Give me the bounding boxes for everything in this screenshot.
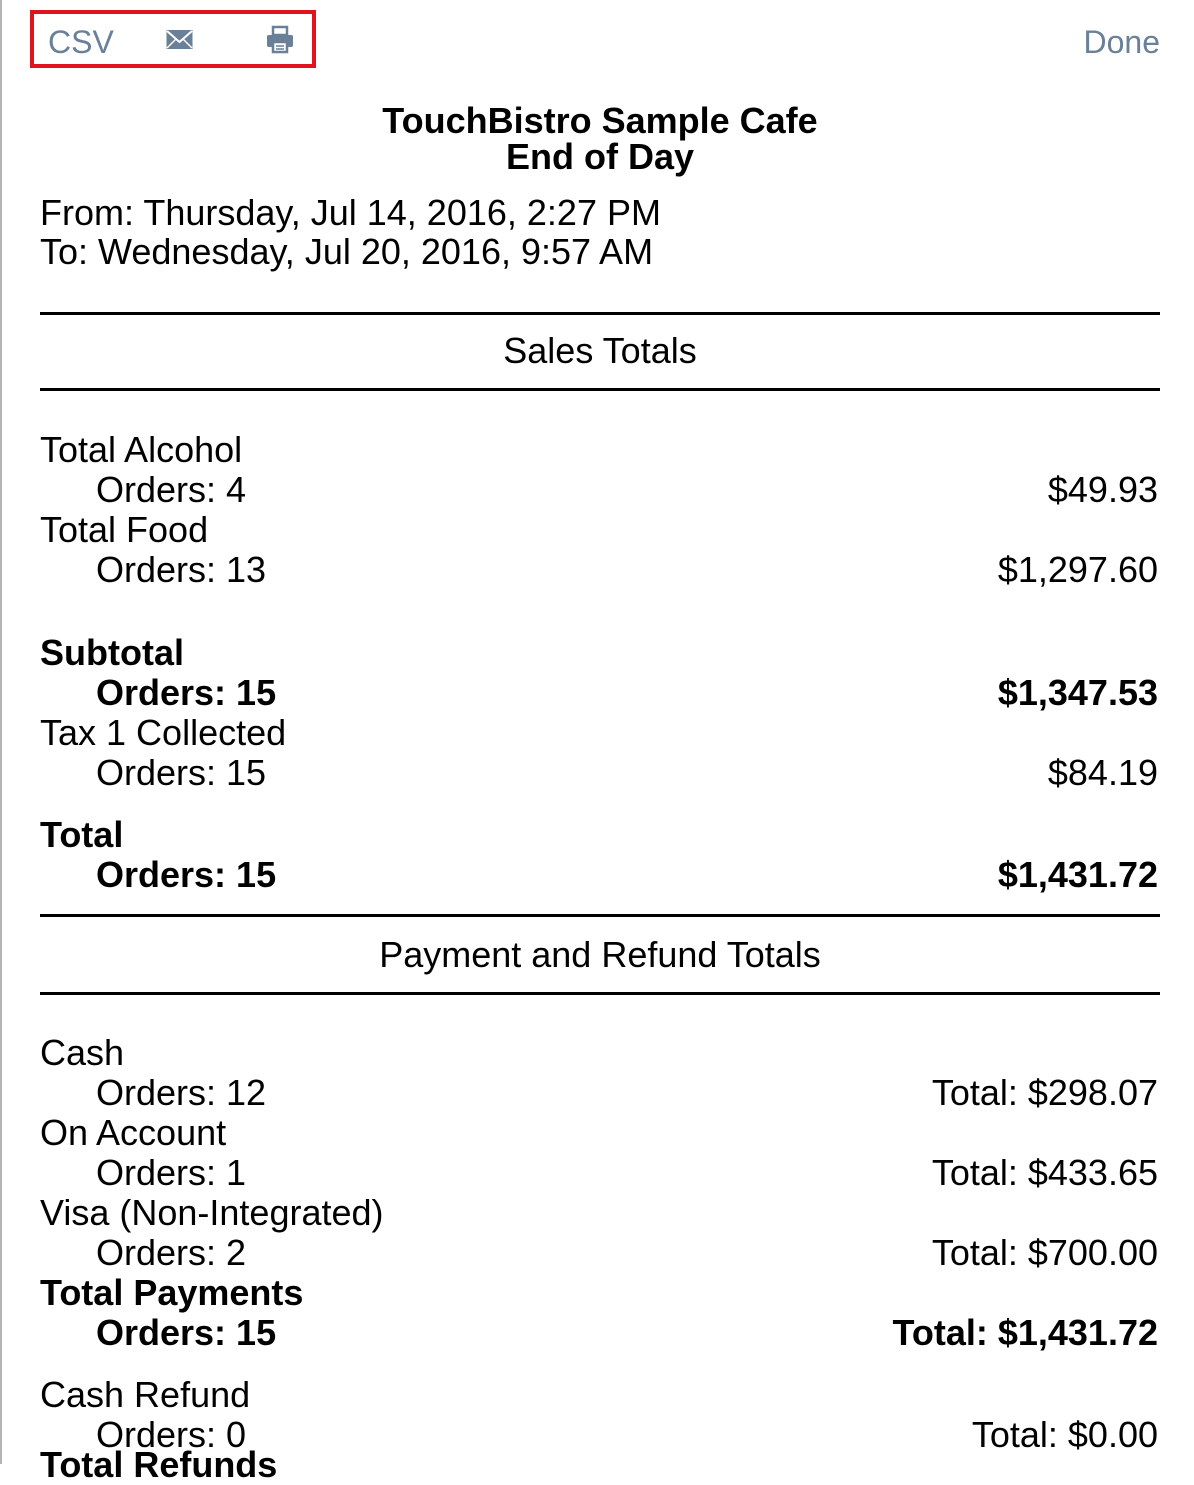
sales-alcohol-row (40, 470, 1158, 510)
divider (40, 914, 1160, 917)
sales-total-row (40, 855, 1158, 895)
line-item-amount: Total: $1,431.72 (892, 1312, 1158, 1353)
line-item-orders: Orders: 0 (96, 1414, 247, 1455)
line-item-amount: Total: $298.07 (931, 1072, 1158, 1113)
payment-cash-row (40, 1073, 1158, 1113)
line-item-orders: Orders: 15 (96, 672, 277, 713)
payment-cash-label-row (40, 1033, 1158, 1073)
csv-export-button[interactable]: CSV (48, 24, 114, 60)
sales-subtotal-label-row (40, 633, 1158, 673)
line-item-label: Total Food (40, 509, 209, 550)
line-item-orders: Orders: 15 (96, 752, 267, 793)
line-item-label: Cash (40, 1032, 125, 1073)
report-title: TouchBistro Sample Cafe (382, 100, 818, 141)
line-item-amount: $84.19 (1047, 752, 1158, 793)
payment-visa-label-row (40, 1193, 1158, 1233)
payment-on-account-label-row (40, 1113, 1158, 1153)
line-item-label: Cash Refund (40, 1374, 251, 1415)
line-item-orders: Orders: 12 (96, 1072, 267, 1113)
date-to: To: Wednesday, Jul 20, 2016, 9:57 AM (40, 231, 654, 272)
sales-subtotal-row (40, 673, 1158, 713)
sales-section-heading: Sales Totals (503, 330, 697, 371)
line-item-amount: $49.93 (1047, 469, 1158, 510)
sales-tax-row (40, 753, 1158, 793)
line-item-amount: Total: $433.65 (931, 1152, 1158, 1193)
sales-total-label-row (40, 815, 1158, 855)
printer-icon[interactable] (266, 26, 294, 54)
line-item-amount: Total: $700.00 (931, 1232, 1158, 1273)
line-item-label: Tax 1 Collected (40, 712, 287, 753)
refund-total-label-row (40, 1444, 1158, 1485)
sales-alcohol-label-row (40, 430, 1158, 470)
toolbar (0, 0, 1194, 84)
refund-cash-label-row (40, 1375, 1158, 1415)
payment-visa-row (40, 1233, 1158, 1273)
line-item-orders: Orders: 13 (96, 549, 267, 590)
line-item-orders: Orders: 1 (96, 1152, 247, 1193)
envelope-icon[interactable] (166, 28, 193, 52)
line-item-amount: $1,297.60 (997, 549, 1158, 590)
done-button[interactable]: Done (1083, 24, 1160, 60)
payments-section-heading: Payment and Refund Totals (379, 934, 821, 975)
line-item-amount: $1,347.53 (997, 672, 1158, 713)
report-subtitle: End of Day (505, 136, 694, 177)
line-item-orders: Orders: 2 (96, 1232, 247, 1273)
line-item-orders: Orders: 15 (96, 1312, 277, 1353)
left-edge-divider (0, 0, 2, 1464)
line-item-label: Subtotal (40, 632, 184, 673)
payment-on-account-row (40, 1153, 1158, 1193)
divider (40, 388, 1160, 391)
divider (40, 992, 1160, 995)
line-item-amount: Total: $0.00 (971, 1414, 1158, 1455)
sales-tax-label-row (40, 713, 1158, 753)
line-item-label: Total Refunds (40, 1444, 278, 1485)
line-item-amount: $1,431.72 (997, 854, 1158, 895)
sales-food-row (40, 550, 1158, 590)
sales-food-label-row (40, 510, 1158, 550)
line-item-label: Total (40, 814, 124, 855)
date-from: From: Thursday, Jul 14, 2016, 2:27 PM (40, 192, 661, 233)
line-item-label: Total Alcohol (40, 429, 243, 470)
line-item-label: Total Payments (40, 1272, 304, 1313)
divider (40, 312, 1160, 315)
line-item-label: On Account (40, 1112, 227, 1153)
line-item-orders: Orders: 4 (96, 469, 247, 510)
line-item-orders: Orders: 15 (96, 854, 277, 895)
payment-total-label-row (40, 1273, 1158, 1313)
payment-total-row (40, 1313, 1158, 1353)
line-item-label: Visa (Non-Integrated) (40, 1192, 384, 1233)
